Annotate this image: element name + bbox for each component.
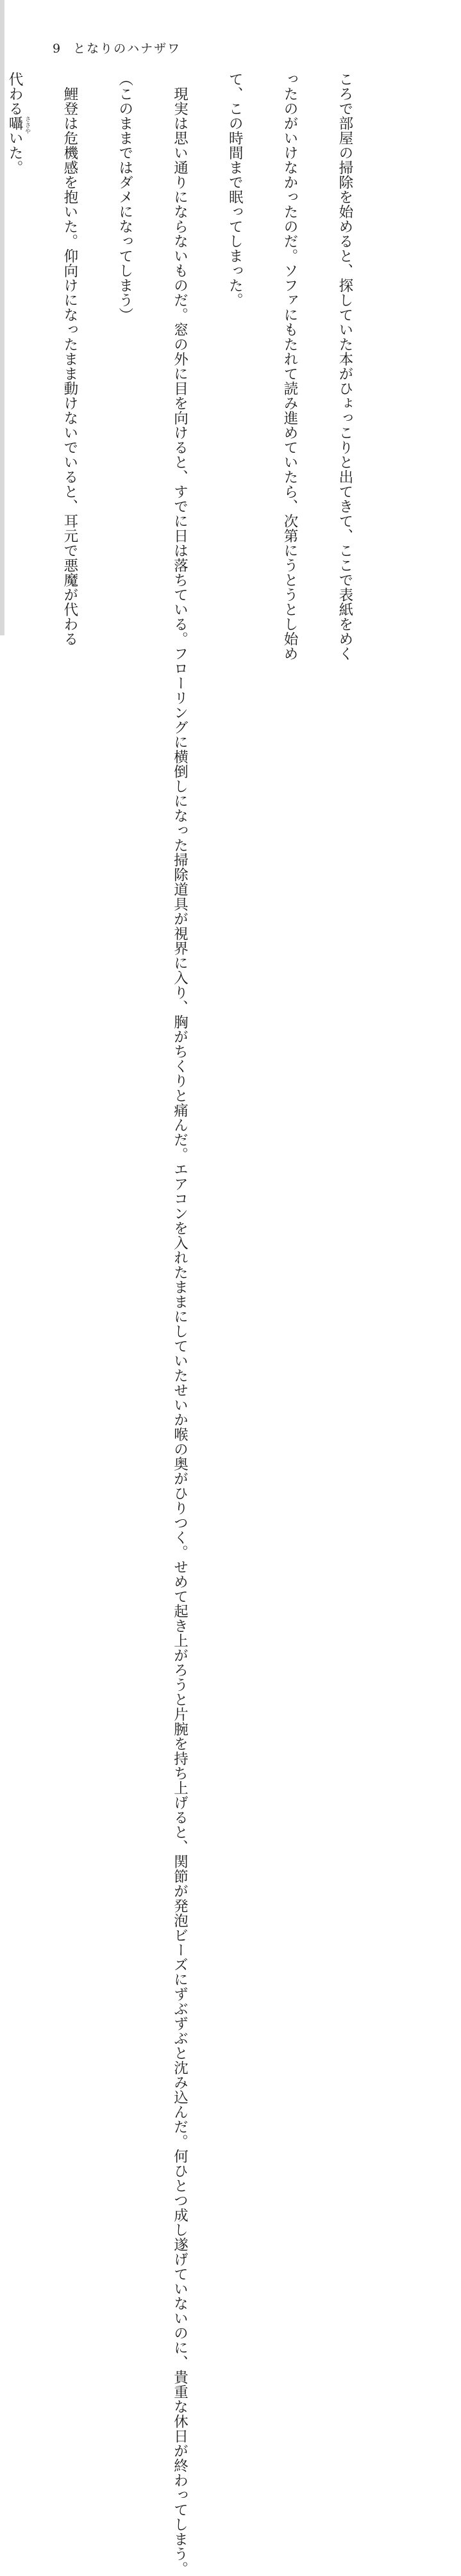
ruby-reading: ささや xyxy=(24,116,31,135)
text-line: ったのがいけなかったのだ。ソファにもたれて読み進めていたら、次第にうとうとし始め xyxy=(281,72,299,661)
running-header xyxy=(53,39,181,56)
text-line-with-ruby: 代わる囁 ささや いた。 xyxy=(6,72,31,175)
ruby-word xyxy=(6,116,31,135)
text-seg: エアコンを入れたままにしていたせいか喉の奥がひりつく。せめて起き上がろうと片腕を持ち上げると、関節が発泡ビーズにずぶずぶと沈み込んだ。 xyxy=(171,1161,189,2149)
text-line: ころで部屋の掃除を始めると、探していた本がひょっこりと出てきて、ここで表紙をめく xyxy=(336,72,353,661)
text-seg: フローリングに横倒しになった掃除道具が視界に入り、胸がちくりと痛んだ。 xyxy=(171,646,189,1162)
ruby-base: 囁 xyxy=(6,116,24,131)
text-seg: 何ひとつ成し遂げていないのに、貴重な休日が終わってしまう。 xyxy=(171,2148,189,2576)
vertical-body-text xyxy=(0,72,390,2576)
text-seg: 現実は思い通りにならないものだ。窓の外に目を向けると、すでに日は落ちている。 xyxy=(171,86,189,646)
text-line: 鯉登は危機感を抱いた。仰向けになったまま動けないでいると、耳元で悪魔が代わる xyxy=(61,86,78,646)
text-line: て、この時間まで眠ってしまった。 xyxy=(226,72,244,307)
text-line: （このままではダメになってしまう） xyxy=(116,72,133,322)
text-line xyxy=(171,72,189,2576)
page-number: 9 xyxy=(53,42,62,56)
chapter-title: となりのハナザワ xyxy=(73,42,181,56)
